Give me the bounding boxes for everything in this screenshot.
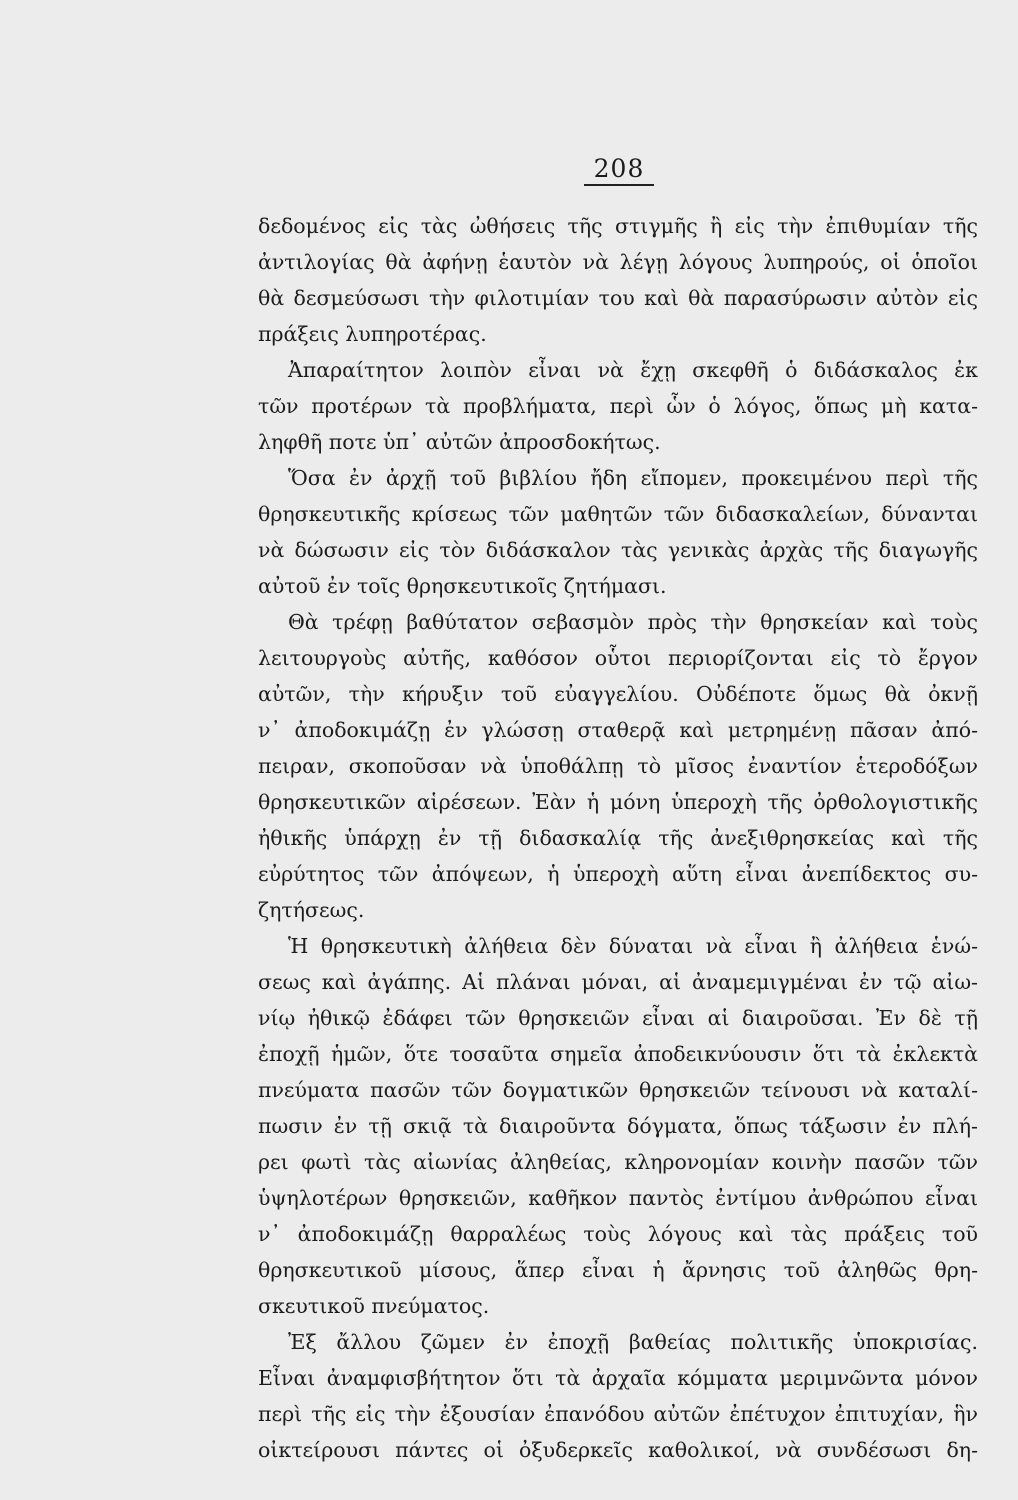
text-line: θρησκευτικῆς κρίσεως τῶν μαθητῶν τῶν διδασκαλείων, δύνανται: [258, 502, 978, 526]
text-line: Ὅσα ἐν ἀρχῇ τοῦ βιβλίου ἤδη εἴπομεν, προκειμένου περὶ τῆς: [288, 466, 978, 490]
text-line: νίῳ ἠθικῷ ἐδάφει τῶν θρησκειῶν εἶναι αἱ διαιροῦσαι. Ἐν δὲ τῇ: [258, 1006, 978, 1030]
text-line: περὶ τῆς εἰς τὴν ἐξουσίαν ἐπανόδου αὐτῶν ἐπέτυχον ἐπιτυχίαν, ἣν: [258, 1402, 978, 1426]
text-line: οἰκτείρουσι πάντες οἱ ὀξυδερκεῖς καθολικοί, νὰ συνδέσωσι δη-: [258, 1438, 978, 1462]
text-line: αὐτῶν, τὴν κήρυξιν τοῦ εὐαγγελίου. Οὐδέποτε ὅμως θὰ ὀκνῇ: [258, 682, 978, 706]
page-number-rule: [584, 184, 654, 186]
text-line: αὐτοῦ ἐν τοῖς θρησκευτικοῖς ζητήμασι.: [258, 574, 667, 598]
text-line: νὰ δώσωσιν εἰς τὸν διδάσκαλον τὰς γενικὰς ἀρχὰς τῆς διαγωγῆς: [258, 538, 978, 562]
text-line: εὐρύτητος τῶν ἀπόψεων, ἡ ὑπεροχὴ αὕτη εἶναι ἀνεπίδεκτος συ-: [258, 862, 978, 886]
text-line: σκευτικοῦ πνεύματος.: [258, 1294, 490, 1318]
text-line: ἠθικῆς ὑπάρχῃ ἐν τῇ διδασκαλίᾳ τῆς ἀνεξιθρησκείας καὶ τῆς: [258, 826, 978, 850]
text-line: πράξεις λυπηροτέρας.: [258, 322, 487, 346]
text-line: τῶν προτέρων τὰ προβλήματα, περὶ ὧν ὁ λόγος, ὅπως μὴ κατα-: [258, 394, 978, 418]
text-line: Εἶναι ἀναμφισβήτητον ὅτι τὰ ἀρχαῖα κόμματα μεριμνῶντα μόνον: [258, 1366, 978, 1390]
text-line: θὰ δεσμεύσωσι τὴν φιλοτιμίαν του καὶ θὰ παρασύρωσιν αὐτὸν εἰς: [258, 286, 978, 310]
text-line: Ἡ θρησκευτικὴ ἀλήθεια δὲν δύναται νὰ εἶναι ἢ ἀλήθεια ἑνώ-: [288, 934, 978, 958]
text-line: θρησκευτικῶν αἱρέσεων. Ἐὰν ἡ μόνη ὑπεροχὴ τῆς ὀρθολογιστικῆς: [258, 790, 978, 814]
text-line: πειραν, σκοποῦσαν νὰ ὑποθάλπῃ τὸ μῖσος ἐναντίον ἑτεροδόξων: [258, 754, 978, 778]
text-line: πνεύματα πασῶν τῶν δογματικῶν θρησκειῶν τείνουσι νὰ καταλί-: [258, 1078, 978, 1102]
text-line: πωσιν ἐν τῇ σκιᾷ τὰ διαιροῦντα δόγματα, ὅπως τάξωσιν ἐν πλή-: [258, 1114, 978, 1138]
text-line: ἐποχῇ ἡμῶν, ὅτε τοσαῦτα σημεῖα ἀποδεικνύουσιν ὅτι τὰ ἐκλεκτὰ: [258, 1042, 978, 1066]
text-line: ὑψηλοτέρων θρησκειῶν, καθῆκον παντὸς ἐντίμου ἀνθρώπου εἶναι: [258, 1186, 978, 1210]
text-line: ληφθῆ ποτε ὑπ᾽ αὐτῶν ἀπροσδοκήτως.: [258, 430, 661, 454]
text-line: ν᾽ ἀποδοκιμάζῃ ἐν γλώσσῃ σταθερᾷ καὶ μετρημένῃ πᾶσαν ἀπό-: [258, 718, 978, 742]
text-line: ρει φωτὶ τὰς αἰωνίας ἀληθείας, κληρονομίαν κοινὴν πασῶν τῶν: [258, 1150, 978, 1174]
text-line: ν᾽ ἀποδοκιμάζῃ θαρραλέως τοὺς λόγους καὶ τὰς πράξεις τοῦ: [258, 1222, 978, 1246]
text-line: δεδομένος εἰς τὰς ὠθήσεις τῆς στιγμῆς ἢ εἰς τὴν ἐπιθυμίαν τῆς: [258, 214, 978, 238]
text-line: ἀντιλογίας θὰ ἀφήνῃ ἑαυτὸν νὰ λέγῃ λόγους λυπηρούς, οἱ ὁποῖοι: [258, 250, 978, 274]
page-number: 208: [593, 154, 645, 183]
text-line: θρησκευτικοῦ μίσους, ἅπερ εἶναι ἡ ἄρνησις τοῦ ἀληθῶς θρη-: [258, 1258, 978, 1282]
text-line: λειτουργοὺς αὐτῆς, καθόσον οὗτοι περιορίζονται εἰς τὸ ἔργον: [258, 646, 978, 670]
text-line: σεως καὶ ἀγάπης. Αἱ πλάναι μόναι, αἱ ἀναμεμιγμέναι ἐν τῷ αἰω-: [258, 970, 978, 994]
body-text: [258, 208, 978, 1468]
text-line: Ἀπαραίτητον λοιπὸν εἶναι νὰ ἔχῃ σκεφθῆ ὁ διδάσκαλος ἐκ: [288, 358, 978, 382]
text-line: Θὰ τρέφῃ βαθύτατον σεβασμὸν πρὸς τὴν θρησκείαν καὶ τοὺς: [288, 610, 978, 634]
text-line: ζητήσεως.: [258, 898, 365, 922]
text-line: Ἐξ ἄλλου ζῶμεν ἐν ἐποχῇ βαθείας πολιτικῆς ὑποκρισίας.: [288, 1330, 978, 1354]
